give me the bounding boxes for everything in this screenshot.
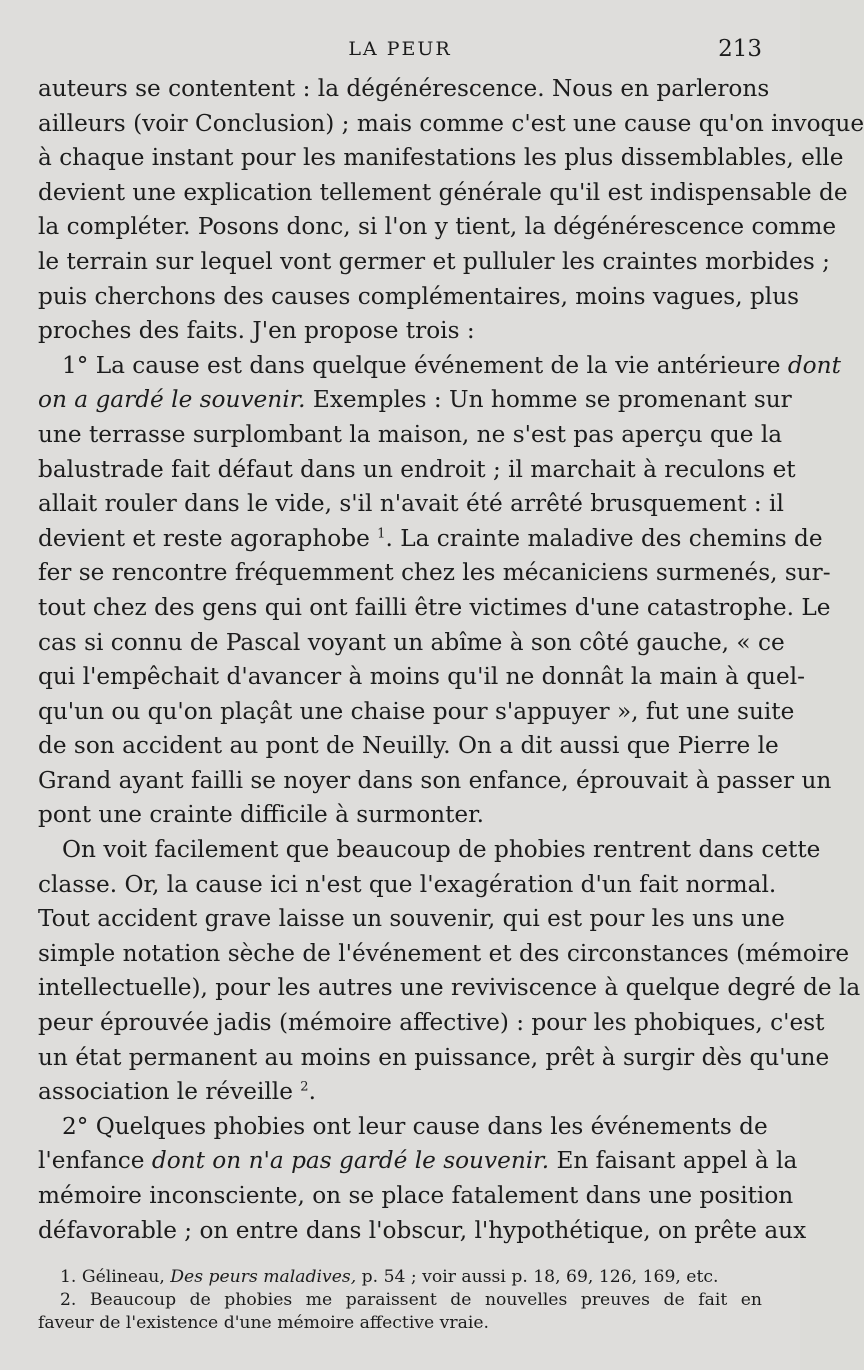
footnote-ref-2: 2	[300, 1079, 309, 1095]
text-line: la compléter. Posons donc, si l'on y tient, la dégénérescence comme	[38, 213, 837, 241]
paragraph-1	[38, 72, 864, 349]
text-line: peur éprouvée jadis (mémoire affective) : pour les phobiques, c'est	[38, 1009, 825, 1037]
text-line: intellectuelle), pour les autres une reviviscence à quelque degré de la	[38, 974, 861, 1002]
text-line: Grand ayant failli se noyer dans son enfance, éprouvait à passer un	[38, 766, 832, 794]
text-line: à chaque instant pour les manifestations les plus dissemblables, elle	[38, 144, 844, 172]
italic-run: Des peurs maladives,	[170, 1267, 357, 1287]
text-line: mémoire inconsciente, on se place fatalement dans une position	[38, 1182, 794, 1209]
text-line: défavorable ; on entre dans l'obscur, l'hypothétique, on prête aux	[38, 1216, 807, 1244]
text-line: un état permanent au moins en puissance, prêt à surgir dès qu'une	[38, 1043, 830, 1071]
text-line: proches des faits. J'en propose trois :	[38, 317, 475, 345]
text-line: Tout accident grave laisse un souvenir, qui est pour les uns une	[38, 905, 785, 933]
text-line	[38, 522, 823, 557]
footnote-2: 2. Beaucoup de phobies me paraissent de nouvelles preuves de fait en	[60, 1290, 762, 1310]
italic-run: on a gardé le souvenir.	[38, 386, 306, 414]
paragraph-4	[38, 1110, 807, 1248]
running-header	[38, 36, 762, 66]
text-line: classe. Or, la cause ici n'est que l'exagération d'un fait normal.	[38, 870, 777, 898]
text-line: ailleurs (voir Conclusion) ; mais comme c'est une cause qu'on invoque	[38, 109, 864, 137]
running-title: LA PEUR	[348, 38, 452, 60]
text-line	[38, 1144, 798, 1179]
paragraph-2	[38, 349, 841, 833]
text-line: cas si connu de Pascal voyant un abîme à son côté gauche, « ce	[38, 628, 785, 656]
text-run: . La crainte maladive des chemins de	[385, 524, 823, 552]
text-run: 1. Gélineau,	[60, 1267, 171, 1287]
footnote-1	[38, 1266, 762, 1289]
main-text	[38, 72, 864, 1248]
text-line	[38, 1075, 762, 1110]
footnote-ref-1: 1	[377, 525, 386, 541]
text-line: fer se rencontre fréquemment chez les mécaniciens surmenés, sur-	[38, 559, 831, 587]
text-line	[38, 349, 841, 384]
paragraph-3	[38, 833, 861, 1110]
text-run: p. 54 ; voir aussi p. 18, 69, 126, 169, etc.	[356, 1267, 719, 1287]
italic-run: dont on n'a pas gardé le souvenir.	[151, 1147, 550, 1175]
text-line: puis cherchons des causes complémentaires, moins vagues, plus	[38, 282, 800, 310]
page-number: 213	[718, 36, 762, 62]
text-line: auteurs se contentent : la dégénérescence. Nous en parlerons	[38, 75, 770, 102]
text-run: Exemples : Un homme se promenant sur	[305, 386, 792, 414]
text-line: devient une explication tellement générale qu'il est indispensable de	[38, 178, 848, 206]
text-line: qu'un ou qu'on plaçât une chaise pour s'appuyer », fut une suite	[38, 697, 795, 725]
text-line: simple notation sèche de l'événement et des circonstances (mémoire	[38, 939, 850, 967]
text-run: En faisant appel à la	[549, 1147, 798, 1175]
text-run: devient et reste agoraphobe	[38, 524, 378, 552]
text-line: le terrain sur lequel vont germer et pulluler les craintes morbides ;	[38, 247, 830, 275]
text-line: allait rouler dans le vide, s'il n'avait été arrêté brusquement : il	[38, 490, 784, 518]
text-run: l'enfance	[38, 1147, 152, 1175]
text-line: balustrade fait défaut dans un endroit ; il marchait à reculons et	[38, 455, 796, 483]
text-line: tout chez des gens qui ont failli être victimes d'une catastrophe. Le	[38, 593, 831, 621]
text-run: 1° La cause est dans quelque événement de la vie antérieure	[62, 351, 788, 379]
text-line: On voit facilement que beaucoup de phobies rentrent dans cette	[62, 836, 821, 864]
text-line: de son accident au pont de Neuilly. On a dit aussi que Pierre le	[38, 732, 779, 760]
text-run: association le réveille	[38, 1078, 301, 1106]
text-line	[38, 383, 792, 418]
italic-run: dont	[787, 351, 841, 379]
text-line: qui l'empêchait d'avancer à moins qu'il ne donnât la main à quel-	[38, 663, 805, 691]
text-line: 2° Quelques phobies ont leur cause dans les événements de	[62, 1112, 768, 1140]
text-line: une terrasse surplombant la maison, ne s'est pas aperçu que la	[38, 420, 783, 448]
text-run: .	[308, 1078, 316, 1106]
footnote-2-continuation: faveur de l'existence d'une mémoire affective vraie.	[38, 1313, 489, 1333]
text-line: pont une crainte difficile à surmonter.	[38, 801, 485, 829]
footnotes	[38, 1266, 762, 1335]
